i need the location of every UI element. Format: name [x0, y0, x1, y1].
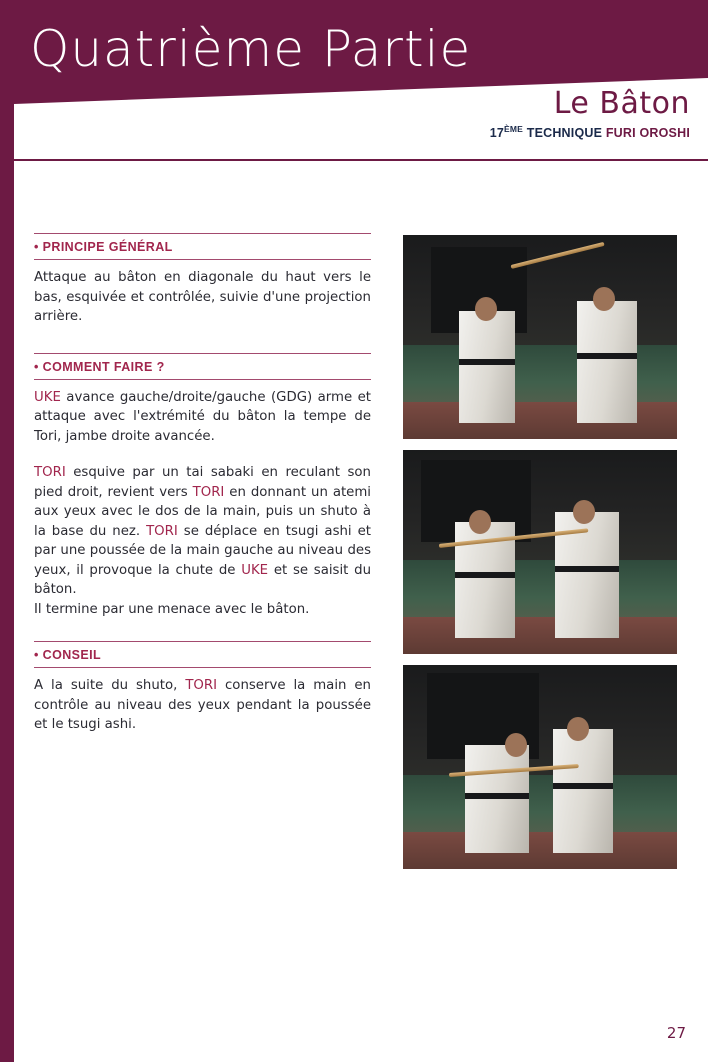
section-rule-bottom: [34, 259, 371, 260]
photo-belt-uke: [459, 359, 515, 365]
technique-line: [490, 124, 690, 140]
technique-word: TECHNIQUE: [526, 126, 603, 141]
section-rule-top: [34, 641, 371, 642]
technique-number: 17ÈME: [489, 124, 524, 141]
photo-belt-tori: [577, 353, 637, 359]
section-body: [34, 268, 371, 327]
paragraph: A la suite du shuto, TORI conserve la main en contrôle au niveau des yeux pendant la poussée et le tsugi ashi.: [34, 678, 371, 732]
section-subtitle: Le Bâton: [553, 86, 690, 121]
photo-step-2: [403, 450, 677, 654]
section-rule-bottom: [34, 667, 371, 668]
keyword-tori: TORI: [146, 523, 178, 539]
paragraph: UKE avance gauche/droite/gauche (GDG) arme et attaque avec l'extrémité du bâton la tempe de Tori, jambe droite avancée.: [34, 389, 371, 444]
paragraph: Attaque au bâton en diagonale du haut vers le bas, esquivée et contrôlée, suivie d'une projection arrière.: [34, 270, 371, 324]
header-subtitle-block: [490, 88, 690, 140]
paragraph: Il termine par une menace avec le bâton.: [34, 601, 310, 617]
section-title: • PRINCIPE GÉNÉRAL: [34, 240, 173, 254]
keyword-tori: TORI: [192, 484, 225, 500]
page-title: Quatrième Partie: [30, 20, 472, 78]
section-comment-faire: [34, 353, 371, 620]
photo-column: [403, 235, 677, 880]
photo-step-1: [403, 235, 677, 439]
keyword-uke: UKE: [34, 389, 61, 405]
technique-name: FURI OROSHI: [605, 126, 690, 141]
photo-belt-tori: [553, 783, 613, 789]
photo-head-uke: [475, 297, 497, 321]
photo-figure-tori: [577, 301, 637, 423]
photo-mat: [403, 617, 677, 654]
photo-mat: [403, 832, 677, 869]
paragraph: TORI esquive par un tai sabaki en reculant son pied droit, revient vers TORI en donnant un atemi aux yeux avec le dos de la main, puis un shuto à la base du nez. TORI se déplace en tsugi ashi et par une poussée de la main gauche au niveau des yeux, il provoque la chute de UKE et se saisit du bâton.: [34, 465, 372, 597]
photo-belt-uke: [465, 793, 529, 799]
keyword-tori: TORI: [34, 465, 66, 480]
photo-figure-tori: [553, 729, 613, 853]
section-title: • CONSEIL: [34, 648, 102, 662]
section-conseil: [34, 641, 371, 735]
section-body: [34, 388, 371, 620]
photo-head-tori: [593, 287, 615, 311]
section-title: • COMMENT FAIRE ?: [34, 359, 165, 374]
section-rule-top: [34, 353, 371, 354]
section-principe-general: [34, 233, 371, 327]
page-number: 27: [666, 1024, 686, 1042]
section-rule-top: [34, 233, 371, 234]
page-content: [0, 160, 708, 1062]
keyword-uke: UKE: [241, 562, 269, 578]
photo-step-3: [403, 665, 677, 869]
page-header: [14, 0, 708, 160]
section-rule-bottom: [34, 379, 371, 380]
keyword-tori: TORI: [185, 678, 218, 693]
photo-head-uke: [469, 510, 491, 534]
photo-head-tori: [567, 717, 589, 741]
photo-head-tori: [573, 500, 595, 524]
text-column: [34, 233, 371, 735]
spacer: [34, 619, 371, 641]
photo-figure-uke: [459, 311, 515, 423]
spacer: [34, 327, 371, 353]
technique-number-suffix: ÈME: [504, 124, 524, 134]
photo-belt-uke: [455, 572, 515, 578]
section-body: [34, 676, 371, 735]
photo-head-uke: [505, 733, 527, 757]
photo-belt-tori: [555, 566, 619, 572]
